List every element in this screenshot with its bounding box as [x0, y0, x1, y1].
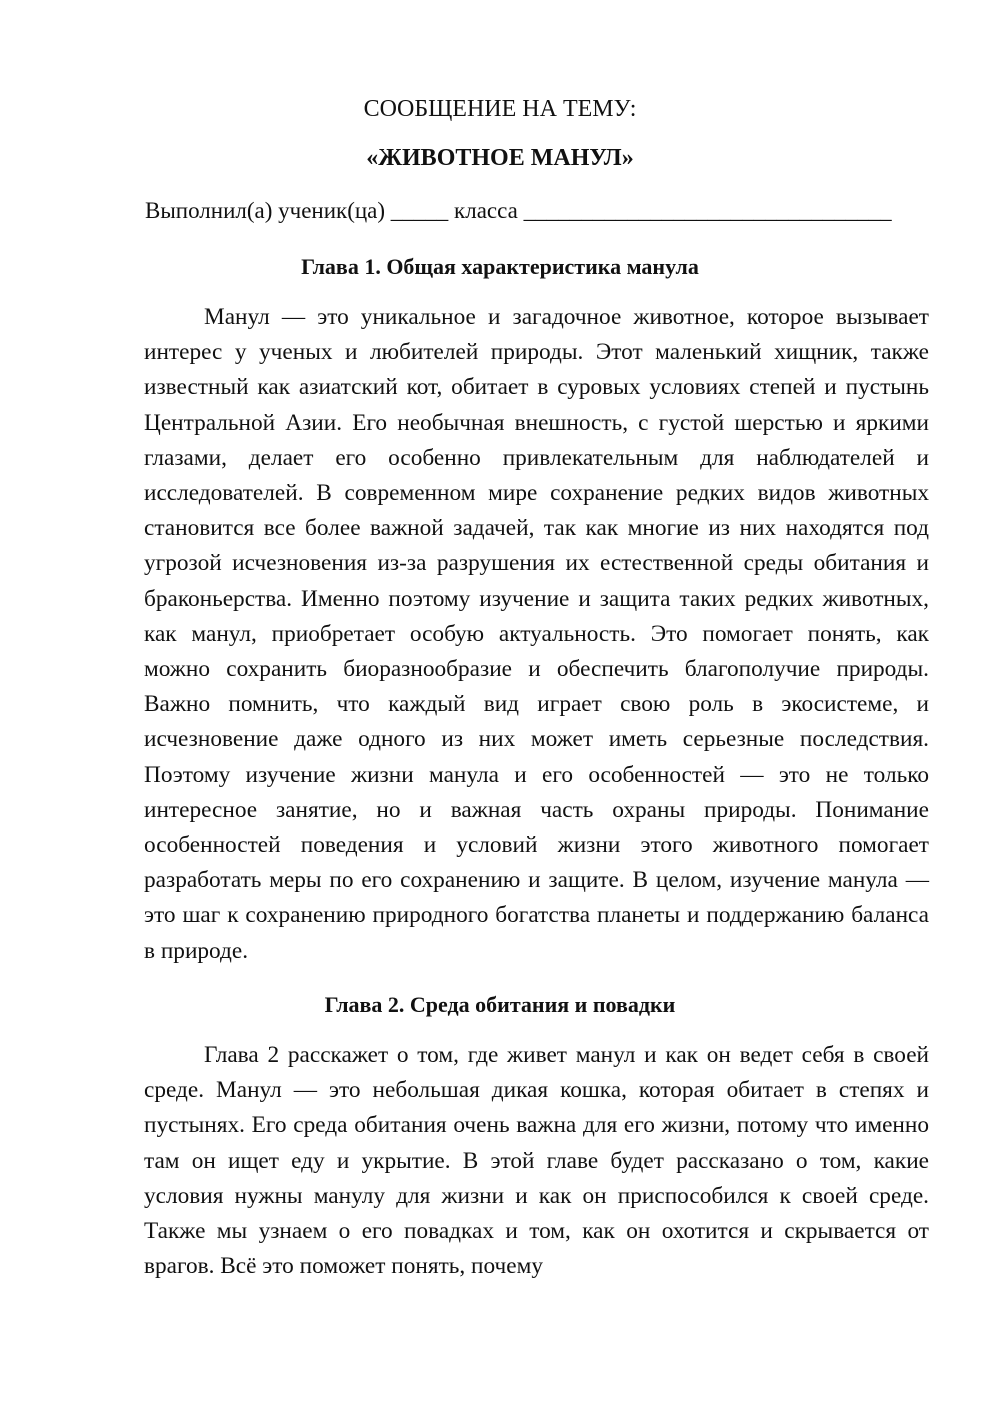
document-header-line-1: СООБЩЕНИЕ НА ТЕМУ: — [363, 96, 637, 122]
chapter-1-paragraph: Манул — это уникальное и загадочное животное, которое вызывает интерес у ученых и любителей природы. Этот маленький хищник, также известный как азиатский кот, обитает в суровых условиях степей и пустынь Центральной Азии. Его необычная внешность, с густой шерстью и яркими глазами, делает его особенно привлекательным для наблюдателей и исследователей. В современном мире сохранение редких видов животных становится все более важной задачей, так как многие из них находятся под угрозой исчезновения из-за разрушения их естественной среды обитания и браконьерства. Именно поэтому изучение и защита таких редких животных, как манул, приобретает особую актуальность. Это помогает понять, как можно сохранить биоразнообразие и обеспечить благополучие природы. Важно помнить, что каждый вид играет свою роль в экосистеме, и исчезновение даже одного из них может иметь серьезные последствия. Поэтому изучение жизни манула и его особенностей — это не только интересное занятие, но и важная часть охраны природы. Понимание особенностей поведения и условий жизни этого животного помогает разработать меры по его сохранению и защите. В целом, изучение манула — это шаг к сохранению природного богатства планеты и поддержанию баланса в природе. — [144, 304, 929, 964]
chapter-2-paragraph: Глава 2 расскажет о том, где живет манул и как он ведет себя в своей среде. Манул — это небольшая дикая кошка, которая обитает в степях и пустынях. Его среда обитания очень важна для его жизни, потому что именно там он ищет еду и укрытие. В этой главе будет рассказано о том, какие условия нужны манулу для жизни и как он приспособился к своей среде. Также мы узнаем о его повадках и том, как он охотится и скрывается от врагов. Всё это поможет понять, почему — [144, 1042, 929, 1280]
author-line: Выполнил(а) ученик(ца) _____ класса ________________________________ — [145, 198, 892, 223]
chapter-1-title: Глава 1. Общая характеристика манула — [301, 254, 699, 279]
chapter-2-title: Глава 2. Среда обитания и повадки — [324, 992, 676, 1017]
document-title: «ЖИВОТНОЕ МАНУЛ» — [366, 145, 634, 171]
